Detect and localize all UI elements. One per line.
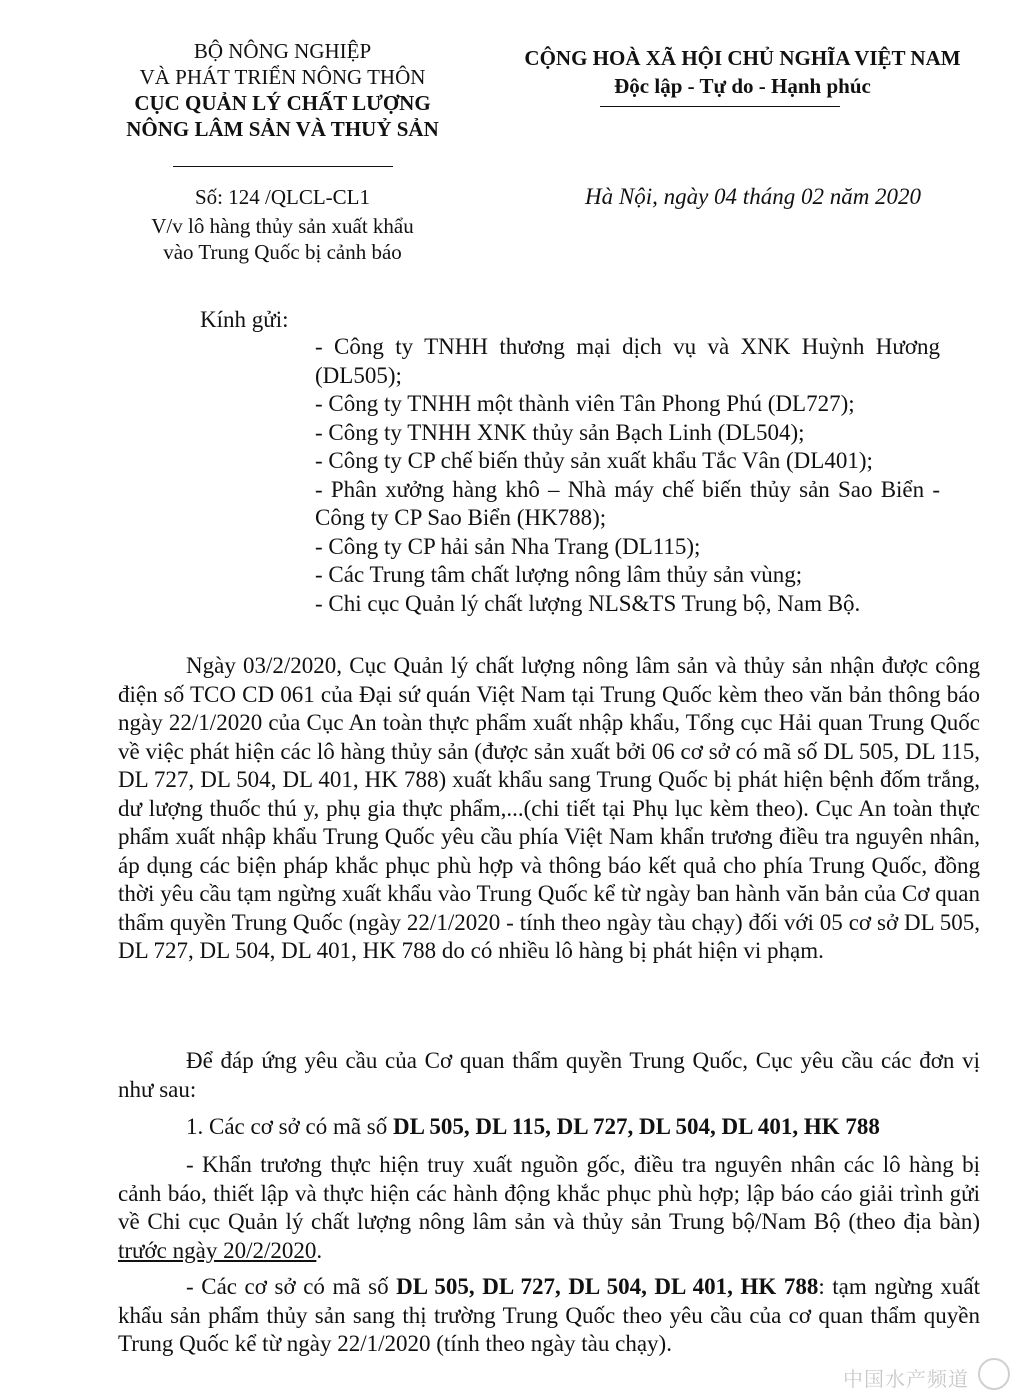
item1-body xyxy=(118,1151,980,1265)
paragraph-main: Ngày 03/2/2020, Cục Quản lý chất lượng nông lâm sản và thủy sản nhận được công điện số TCO CD 061 của Đại sứ quán Việt Nam tại Trung Quốc kèm theo văn bản thông báo ngày 22/1/2020 của Cục An toàn thực phẩm xuất nhập khẩu, Tổng cục Hải quan Trung Quốc về việc phát hiện các lô hàng thủy sản (được sản xuất bởi 06 cơ sở có mã số DL 505, DL 115, DL 727, DL 504, DL 401, HK 788) xuất khẩu sang Trung Quốc bị phát hiện bệnh đốm trắng, dư lượng thuốc thú y, phụ gia thực phẩm,...(chi tiết tại Phụ lục kèm theo). Cục An toàn thực phẩm xuất nhập khẩu Trung Quốc yêu cầu phía Việt Nam khẩn trương điều tra nguyên nhân, áp dụng các biện pháp khắc phục phù hợp và thông báo kết quả cho phía Trung Quốc, đồng thời yêu cầu tạm ngừng xuất khẩu vào Trung Quốc kể từ ngày ban hành văn bản của Cơ quan thẩm quyền Trung Quốc (ngày 22/1/2020 - tính theo ngày tàu chạy) đối với 05 cơ sở DL 505, DL 727, DL 504, DL 401, HK 788 do có nhiều lô hàng bị phát hiện vi phạm. xyxy=(118,653,980,963)
recipient-item: - Công ty CP chế biến thủy sản xuất khẩu Tắc Vân (DL401); xyxy=(315,448,873,473)
item1-heading xyxy=(186,1113,986,1142)
issuer-block xyxy=(105,38,460,142)
item1-end: . xyxy=(316,1237,323,1263)
ministry-line2: VÀ PHÁT TRIỂN NÔNG THÔN xyxy=(139,65,426,89)
watermark: 中国水产频道 xyxy=(843,1367,969,1391)
subject-line2: vào Trung Quốc bị cảnh báo xyxy=(163,240,402,264)
item1-text: - Khẩn trương thực hiện truy xuất nguồn gốc, điều tra nguyên nhân các lô hàng bị cảnh báo, thiết lập và thực hiện các hành động khắc phục phù hợp; lập báo cáo giải trình gửi về Chi cục Quản lý chất lượng nông lâm sản và thủy sản Trung bộ/Nam Bộ (theo địa bàn) xyxy=(118,1152,980,1234)
country-name: CỘNG HOÀ XÃ HỘI CHỦ NGHĨA VIỆT NAM xyxy=(524,46,961,70)
paragraph-request: Để đáp ứng yêu cầu của Cơ quan thẩm quyền Trung Quốc, Cục yêu cầu các đơn vị như sau: xyxy=(118,1048,980,1102)
item1-codes: DL 505, DL 115, DL 727, DL 504, DL 401, HK 788 xyxy=(393,1114,880,1139)
recipient-item: - Phân xưởng hàng khô – Nhà máy chế biến thủy sản Sao Biển - Công ty CP Sao Biển (HK788); xyxy=(315,476,940,530)
watermark-logo-icon xyxy=(978,1358,1010,1390)
item2-prefix: - Các cơ sở có mã số xyxy=(186,1274,397,1299)
department-line1: CỤC QUẢN LÝ CHẤT LƯỢNG xyxy=(134,91,431,115)
national-motto: Độc lập - Tự do - Hạnh phúc xyxy=(614,74,871,98)
issuer-underline xyxy=(173,166,393,167)
recipient-item: - Công ty CP hải sản Nha Trang (DL115); xyxy=(315,533,701,559)
national-heading xyxy=(505,44,980,100)
recipient-item: - Công ty TNHH một thành viên Tân Phong Phú (DL727); xyxy=(315,391,855,416)
department-line2: NÔNG LÂM SẢN VÀ THUỶ SẢN xyxy=(126,117,439,141)
item1-deadline: trước ngày 20/2/2020 xyxy=(118,1237,317,1263)
ministry-line1: BỘ NÔNG NGHIỆP xyxy=(193,39,372,63)
document-number: Số: 124 /QLCL-CL1 xyxy=(194,185,370,209)
recipient-item: - Chi cục Quản lý chất lượng NLS&TS Trung bộ, Nam Bộ. xyxy=(315,590,861,616)
recipient-list xyxy=(315,333,940,618)
subject-line1: V/v lô hàng thủy sản xuất khẩu xyxy=(151,214,414,238)
motto-underline xyxy=(600,106,840,107)
reference-block xyxy=(105,184,460,265)
item2-text: : tạm ngừng xuất khẩu sản phẩm thủy sản sang thị trường Trung Quốc theo yêu cầu của cơ quan thẩm quyền Trung Quốc kể từ ngày 22/1/2020 (tính theo ngày tàu chạy). xyxy=(118,1274,980,1356)
recipient-item: - Công ty TNHH XNK thủy sản Bạch Linh (DL504); xyxy=(315,419,805,445)
recipient-item: - Các Trung tâm chất lượng nông lâm thủy sản vùng; xyxy=(315,562,803,587)
item1-prefix: 1. Các cơ sở có mã số xyxy=(186,1114,393,1139)
recipient-item: - Công ty TNHH thương mại dịch vụ và XNK Huỳnh Hương (DL505); xyxy=(315,334,940,388)
greeting: Kính gửi: xyxy=(200,307,289,332)
item2-body xyxy=(118,1273,980,1359)
item2-codes: DL 505, DL 727, DL 504, DL 401, HK 788 xyxy=(396,1274,819,1299)
issue-date: Hà Nội, ngày 04 tháng 02 năm 2020 xyxy=(585,184,922,209)
